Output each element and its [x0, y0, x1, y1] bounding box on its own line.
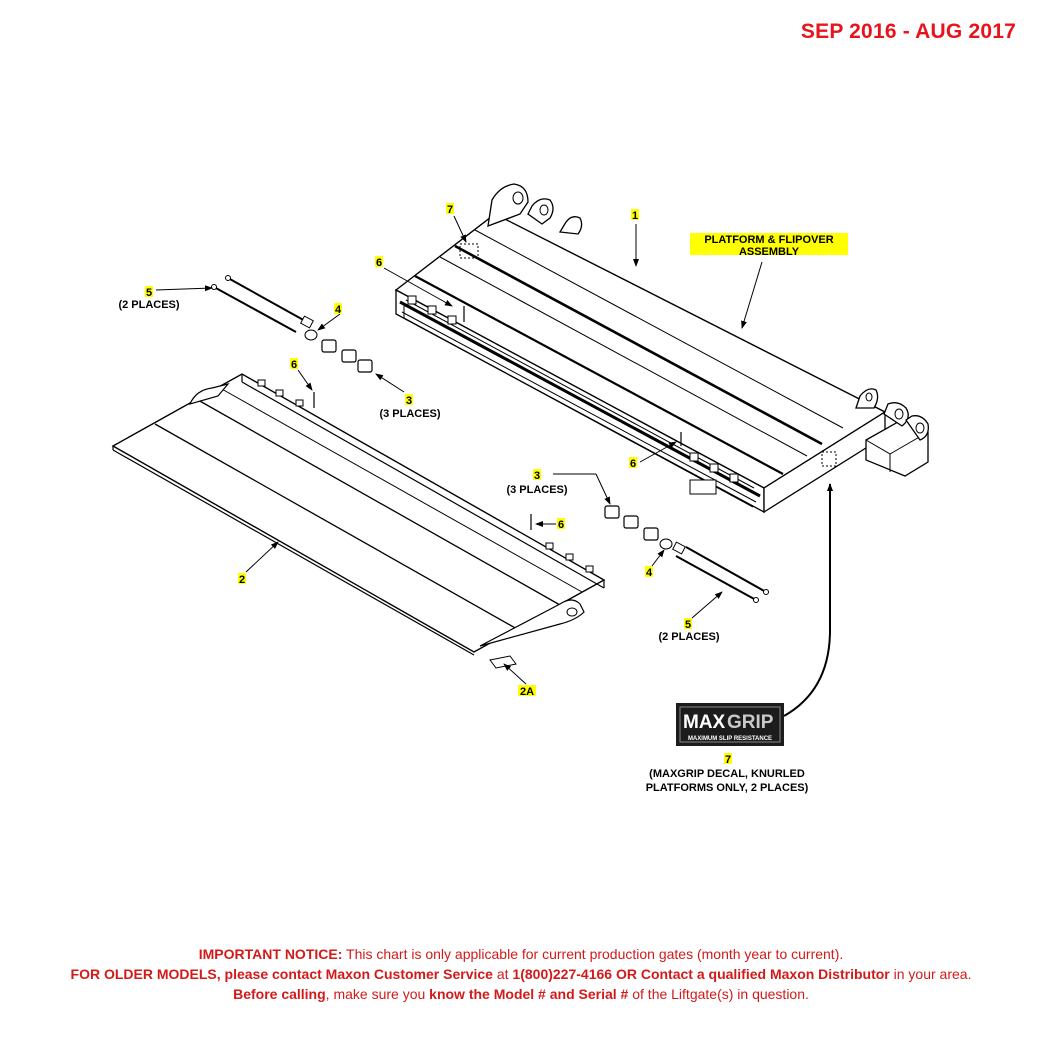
- callout-6-flipover-right: 6: [557, 519, 565, 531]
- callout-7-bottom-line2: PLATFORMS ONLY, 2 PLACES): [645, 782, 809, 794]
- callout-5-right: 5: [684, 619, 692, 631]
- notice-label: IMPORTANT NOTICE:: [198, 946, 343, 962]
- callout-6-flipover: 6: [290, 359, 298, 371]
- callout-3-left-qty: (3 PLACES): [379, 408, 441, 420]
- callout-3-right-qty: (3 PLACES): [506, 484, 568, 496]
- notice-text-1: This chart is only applicable for current production gates (month year to current).: [342, 946, 844, 962]
- notice-model-serial: know the Model # and Serial #: [429, 986, 629, 1002]
- maxgrip-brand-grip: GRIP: [727, 712, 774, 733]
- notice-line-2: [60, 964, 982, 1004]
- callout-3-right: 3: [533, 470, 541, 482]
- notice-before-calling: Before calling: [233, 986, 326, 1002]
- notice-line-1: [60, 944, 982, 964]
- notice-in-question: of the Liftgate(s) in question.: [628, 986, 809, 1002]
- maxgrip-tagline: MAXIMUM SLIP RESISTANCE: [687, 736, 773, 742]
- notice-phone: 1(800)227-4166 OR Contact a qualified Maxon Distributor: [512, 966, 890, 982]
- flipover-panel: [113, 374, 604, 668]
- callout-6-platform: 6: [375, 257, 383, 269]
- callout-2: 2: [238, 574, 246, 586]
- date-range-header: SEP 2016 - AUG 2017: [800, 20, 1016, 43]
- callout-5-left-qty: (2 PLACES): [118, 299, 180, 311]
- hardware-right: [605, 506, 769, 603]
- callout-7-bottom-line1: (MAXGRIP DECAL, KNURLED: [649, 768, 805, 780]
- hardware-left: [212, 276, 373, 373]
- callout-5-right-qty: (2 PLACES): [658, 631, 720, 643]
- callout-4-right: 4: [645, 567, 653, 579]
- callout-assembly-title-line1: PLATFORM & FLIPOVER: [704, 234, 834, 246]
- callout-7-bottom: 7: [724, 754, 732, 766]
- notice-make-sure: , make sure you: [325, 986, 430, 1002]
- important-notice: [60, 944, 982, 1004]
- callout-2a: 2A: [519, 686, 535, 698]
- callout-6-platform-front: 6: [629, 458, 637, 470]
- callout-1: 1: [631, 210, 639, 222]
- callout-7-top: 7: [446, 204, 454, 216]
- notice-area: in your area.: [889, 966, 972, 982]
- maxgrip-brand-max: MAX: [683, 712, 726, 733]
- callout-assembly-title-line2: ASSEMBLY: [738, 246, 800, 258]
- notice-older-models: FOR OLDER MODELS, please contact Maxon Customer Service: [70, 966, 493, 982]
- callout-5-left: 5: [145, 287, 153, 299]
- main-platform: [396, 184, 928, 512]
- maxgrip-decal: [676, 703, 784, 746]
- notice-at: at: [492, 966, 513, 982]
- callout-3-left: 3: [405, 395, 413, 407]
- callout-4-left: 4: [334, 304, 342, 316]
